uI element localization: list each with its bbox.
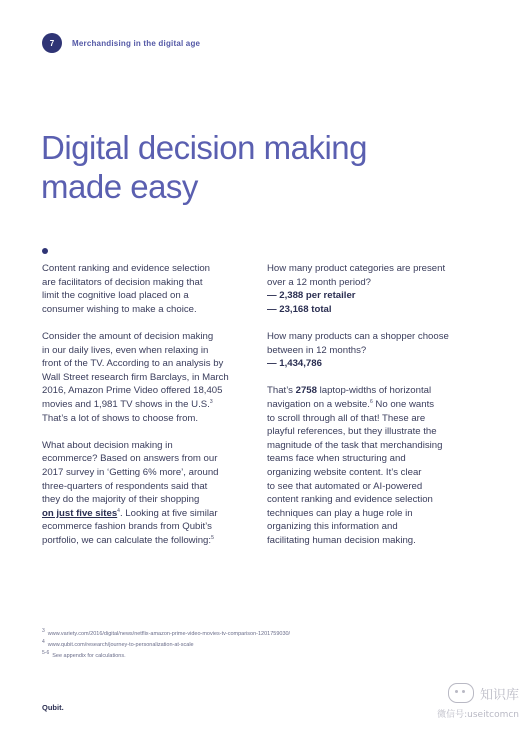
text-line: in our daily lives, even when relaxing in — [42, 344, 209, 356]
text-line: facilitating human decision making. — [267, 534, 416, 546]
paragraph-tv-shows — [42, 330, 242, 425]
wechat-icon — [448, 683, 474, 703]
text-fragment: No one wants — [372, 398, 435, 410]
text-line: Wall Street research firm Barclays, in March — [42, 371, 229, 383]
page-header — [42, 33, 200, 53]
emphasis-five-sites: on just five sites — [42, 507, 118, 519]
footnote — [42, 651, 290, 662]
text-line: Content ranking and evidence selection — [42, 263, 211, 274]
text-line: over a 12 month period? — [267, 276, 371, 288]
footnotes — [42, 629, 290, 662]
footnote-number: 5-6 — [42, 650, 50, 657]
paragraph-cognitive-load — [42, 262, 242, 316]
footnote-ref: 4 — [117, 507, 120, 514]
text-line — [42, 507, 242, 521]
footnote-link[interactable]: www.variety.com/2016/digital/news/netflix-amazon-prime-video-movies-tv-comparison-1201759030/ — [47, 631, 291, 637]
text-line: between in 12 months? — [267, 344, 367, 356]
question-products — [267, 330, 472, 371]
text-line: 2016, Amazon Prime Video offered 18,405 — [42, 385, 223, 397]
text-line: How many product categories are present — [267, 263, 446, 274]
text-line: That’s a lot of shows to choose from. — [42, 412, 199, 424]
answer-products: — 1,434,786 — [267, 358, 322, 370]
emphasis-2758: 2758 — [295, 385, 317, 397]
text-line: techniques can play a huge role in — [267, 507, 413, 519]
text-line — [42, 534, 242, 548]
question-categories — [267, 262, 472, 316]
text-line: Consider the amount of decision making — [42, 330, 214, 342]
footnote-ref: 3 — [209, 398, 213, 405]
text-line: 2017 survey in ‘Getting 6% more’, around — [42, 466, 219, 478]
text-line: playful references, but they illustrate the — [267, 426, 437, 438]
text-fragment: laptop-widths of horizontal — [316, 385, 432, 397]
text-fragment: portfolio, we can calculate the following: — [42, 534, 212, 546]
text-fragment: navigation on a website. — [267, 398, 370, 410]
headline-line-2: made easy — [41, 168, 198, 205]
text-line: consumer wishing to make a choice. — [42, 303, 197, 315]
left-column — [42, 262, 242, 561]
answer-per-retailer: — 2,388 per retailer — [267, 290, 356, 302]
right-column — [267, 262, 472, 561]
page-headline — [41, 128, 367, 206]
text-line: to scroll through all of that! These are — [267, 412, 426, 424]
text-line: How many products can a shopper choose — [267, 330, 449, 342]
text-line — [267, 398, 472, 412]
section-title: Merchandising in the digital age — [72, 38, 201, 48]
headline-line-1: Digital decision making — [41, 129, 367, 166]
text-line: are facilitators of decision making that — [42, 276, 203, 288]
text-fragment: movies and 1,981 TV shows in the U.S. — [42, 398, 210, 410]
watermark-name: 知识库 — [479, 687, 519, 703]
text-line: ecommerce fashion brands from Qubit’s — [42, 521, 212, 533]
text-line — [42, 398, 242, 412]
watermark — [419, 683, 519, 720]
paragraph-ecommerce — [42, 439, 242, 548]
footnote — [42, 640, 290, 651]
text-line: they do the majority of their shopping — [42, 494, 200, 506]
text-line: magnitude of the task that merchandising — [267, 439, 443, 451]
text-line: limit the cognitive load placed on a — [42, 290, 189, 302]
text-line: front of the TV. According to an analysis by — [42, 358, 224, 370]
watermark-top — [419, 683, 519, 703]
text-line: What about decision making in — [42, 439, 173, 451]
text-line: content ranking and evidence selection — [267, 494, 433, 506]
text-line — [267, 384, 472, 398]
text-fragment: That’s — [267, 385, 296, 397]
footnote-text: See appendix for calculations. — [52, 653, 126, 659]
text-line: to see that automated or AI-powered — [267, 480, 423, 492]
footnote-ref: 5 — [211, 534, 214, 541]
text-line: ecommerce? Based on answers from our — [42, 453, 218, 465]
paragraph-laptop-widths — [267, 384, 472, 547]
page-number-badge: 7 — [42, 33, 62, 53]
footnote-number: 3 — [42, 628, 45, 635]
text-line: three-quarters of respondents said that — [42, 480, 208, 492]
text-line: organizing this information and — [267, 521, 398, 533]
text-fragment: . Looking at five similar — [119, 507, 218, 519]
bullet-dot-icon — [42, 248, 48, 254]
footnote-number: 4 — [42, 639, 45, 646]
text-line: organizing website content. It’s clear — [267, 466, 422, 478]
watermark-subtitle: 微信号:useitcomcn — [437, 710, 519, 720]
qubit-logo: Qubit. — [42, 703, 64, 712]
footnote-ref: 6 — [369, 398, 373, 405]
footnote — [42, 629, 290, 640]
footnote-link[interactable]: www.qubit.com/research/journey-to-personalization-at-scale — [47, 642, 194, 648]
answer-total: — 23,168 total — [267, 303, 332, 315]
text-line: teams face when structuring and — [267, 453, 406, 465]
